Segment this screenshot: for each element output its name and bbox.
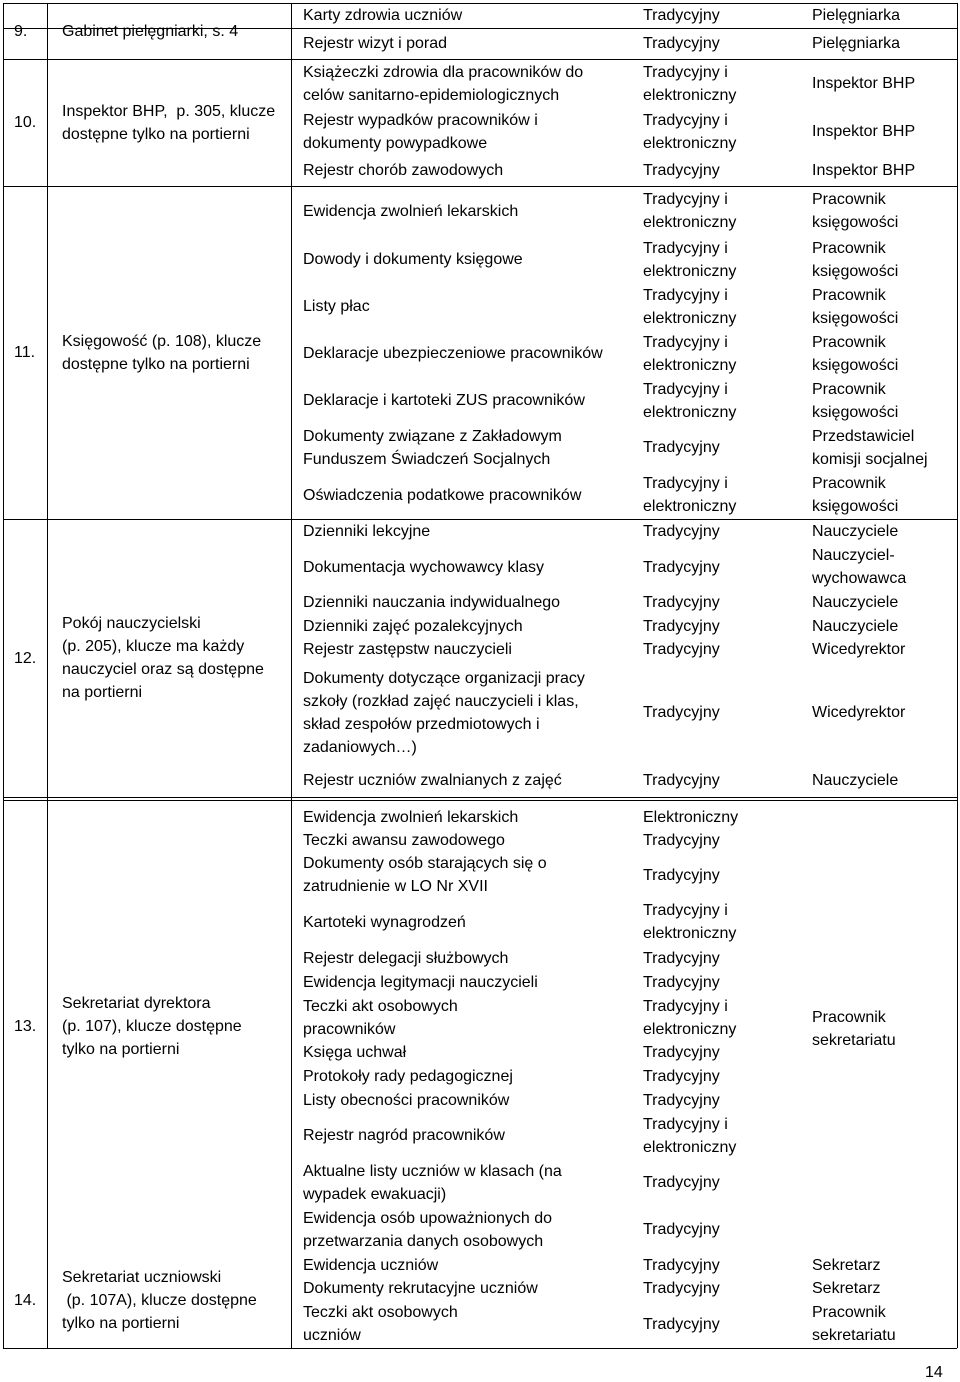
record-person-line: Nauczyciele — [812, 594, 899, 611]
record-person — [812, 1254, 880, 1277]
record-name-line: zadaniowych…) — [303, 739, 417, 756]
record-form-line: Tradycyjny — [643, 950, 720, 967]
row-number-line: 10. — [14, 114, 37, 131]
record-name-line: Dowody i dokumenty księgowe — [303, 251, 523, 268]
record-form-line: elektroniczny — [643, 87, 737, 104]
record-form-line: Tradycyjny — [643, 867, 720, 884]
record-name-line: Oświadczenia podatkowe pracowników — [303, 487, 582, 504]
record-name — [303, 109, 538, 155]
record-person — [812, 425, 928, 471]
record-form — [643, 472, 736, 518]
row-number-line: 13. — [14, 1018, 37, 1035]
record-name — [303, 248, 523, 271]
record-person-line: Wicedyrektor — [812, 641, 906, 658]
record-person — [812, 188, 898, 234]
record-name — [303, 615, 523, 638]
record-name-line: szkoły (rozkład zajęć nauczycieli i klas, — [303, 693, 579, 710]
record-person-line: Pracownik — [812, 475, 886, 492]
record-person-line: księgowości — [812, 214, 899, 231]
record-person-line: Pracownik — [812, 240, 886, 257]
record-person-line: Przedstawiciel — [812, 428, 915, 445]
table-horizontal-rule — [3, 59, 957, 60]
record-form — [643, 947, 720, 970]
record-person-line: Inspektor BHP — [812, 75, 916, 92]
record-form-line: Tradycyjny — [643, 523, 720, 540]
record-person-line: Pracownik — [812, 334, 886, 351]
record-form-line: elektroniczny — [643, 263, 737, 280]
record-form-line: Tradycyjny — [643, 641, 720, 658]
record-form — [643, 284, 736, 330]
table-horizontal-rule — [3, 797, 957, 798]
record-form-line: elektroniczny — [643, 310, 737, 327]
record-form-line: Tradycyjny i — [643, 902, 728, 919]
record-form-line: Tradycyjny i — [643, 240, 728, 257]
record-form-line: Tradycyjny — [643, 704, 720, 721]
record-form-line: Tradycyjny — [643, 832, 720, 849]
row-number-line: 12. — [14, 650, 37, 667]
record-person — [812, 701, 905, 724]
record-form — [643, 237, 736, 283]
location-cell-line: Sekretariat uczniowski — [62, 1269, 222, 1286]
record-name — [303, 971, 538, 994]
record-person — [812, 591, 898, 614]
table-vertical-rule — [291, 3, 292, 1348]
record-form — [643, 109, 736, 155]
record-form-line: Tradycyjny i — [643, 475, 728, 492]
table-vertical-rule — [47, 3, 48, 1348]
location-cell — [62, 1266, 257, 1335]
record-name — [303, 1089, 509, 1112]
table-vertical-rule — [957, 3, 958, 1348]
location-cell — [62, 992, 242, 1061]
record-name-line: dokumenty powypadkowe — [303, 135, 488, 152]
record-name — [303, 61, 583, 107]
record-name-line: Listy obecności pracowników — [303, 1092, 510, 1109]
record-person-line: Pracownik — [812, 381, 886, 398]
row-number-line: 9. — [14, 23, 28, 40]
record-form-line: Tradycyjny i — [643, 287, 728, 304]
record-name — [303, 4, 462, 27]
record-person — [812, 1277, 880, 1300]
record-person — [812, 120, 915, 143]
record-person-line: księgowości — [812, 357, 899, 374]
location-cell-line: tylko na portierni — [62, 1315, 180, 1332]
record-form-line: Tradycyjny i — [643, 381, 728, 398]
row-number — [14, 1015, 36, 1038]
record-form-line: Tradycyjny — [643, 1068, 720, 1085]
record-name-line: Aktualne listy uczniów w klasach (na — [303, 1163, 562, 1180]
record-name-line: Deklaracje ubezpieczeniowe pracowników — [303, 345, 603, 362]
record-name — [303, 667, 585, 759]
record-name — [303, 32, 447, 55]
record-name-line: celów sanitarno-epidemiologicznych — [303, 87, 560, 104]
location-cell-line: dostępne tylko na portierni — [62, 356, 250, 373]
record-form — [643, 1171, 720, 1194]
record-form — [643, 32, 720, 55]
record-person-line: wychowawca — [812, 570, 907, 587]
location-cell — [62, 330, 261, 376]
record-name — [303, 769, 562, 792]
record-form-line: Tradycyjny — [643, 162, 720, 179]
record-person-line: Nauczyciele — [812, 772, 899, 789]
table-horizontal-rule — [3, 1348, 957, 1349]
record-name-line: skład zespołów przedmiotowych i — [303, 716, 540, 733]
record-form — [643, 1041, 720, 1064]
record-name — [303, 911, 466, 934]
record-form — [643, 1065, 720, 1088]
record-name — [303, 1065, 513, 1088]
record-form-line: Tradycyjny — [643, 618, 720, 635]
record-form-line: Elektroniczny — [643, 809, 739, 826]
record-form-line: Tradycyjny i — [643, 112, 728, 129]
record-form — [643, 1313, 720, 1336]
record-form-line: elektroniczny — [643, 214, 737, 231]
record-form-line: Tradycyjny — [643, 1044, 720, 1061]
record-name — [303, 1301, 458, 1347]
record-name-line: Ewidencja legitymacji nauczycieli — [303, 974, 538, 991]
record-name — [303, 829, 505, 852]
location-cell-line: nauczyciel oraz są dostępne — [62, 661, 264, 678]
record-person-line: Sekretarz — [812, 1280, 881, 1297]
record-person-line: Pielęgniarka — [812, 35, 901, 52]
row-number-line: 14. — [14, 1292, 37, 1309]
record-name-line: uczniów — [303, 1327, 361, 1344]
record-form-line: Tradycyjny i — [643, 334, 728, 351]
record-name-line: Książeczki zdrowia dla pracowników do — [303, 64, 584, 81]
record-person — [812, 769, 898, 792]
record-name-line: Karty zdrowia uczniów — [303, 7, 463, 24]
record-form — [643, 378, 736, 424]
record-form — [643, 864, 720, 887]
row-number — [14, 647, 36, 670]
record-form-line: Tradycyjny — [643, 974, 720, 991]
record-person-line: Nauczyciele — [812, 523, 899, 540]
record-person — [812, 638, 905, 661]
record-name-line: Protokoły rady pedagogicznej — [303, 1068, 513, 1085]
record-name-line: Rejestr delegacji służbowych — [303, 950, 509, 967]
record-person — [812, 378, 898, 424]
row-number-line: 11. — [14, 344, 36, 361]
record-person-shared — [812, 1006, 896, 1052]
record-name-line: Dokumentacja wychowawcy klasy — [303, 559, 544, 576]
location-cell-line: Księgowość (p. 108), klucze — [62, 333, 262, 350]
record-form-line: elektroniczny — [643, 1021, 737, 1038]
record-person-line: Pracownik — [812, 287, 886, 304]
record-person — [812, 4, 900, 27]
location-cell-line: Inspektor BHP, p. 305, klucze — [62, 103, 276, 120]
record-name — [303, 295, 370, 318]
row-number — [14, 341, 35, 364]
record-person-line: Pracownik — [812, 191, 886, 208]
record-form — [643, 769, 720, 792]
record-form — [643, 1089, 720, 1112]
record-person — [812, 32, 900, 55]
location-cell-line: tylko na portierni — [62, 1041, 180, 1058]
record-name — [303, 200, 518, 223]
record-name-line: pracowników — [303, 1021, 396, 1038]
record-name — [303, 484, 581, 507]
record-name — [303, 995, 458, 1041]
record-form-line: Tradycyjny — [643, 439, 720, 456]
record-person — [812, 72, 915, 95]
table-horizontal-rule — [3, 800, 957, 801]
record-form-line: elektroniczny — [643, 135, 737, 152]
record-form — [643, 591, 720, 614]
record-form — [643, 436, 720, 459]
record-person — [812, 1301, 896, 1347]
record-name-line: Ewidencja uczniów — [303, 1257, 439, 1274]
record-form — [643, 331, 736, 377]
record-name — [303, 638, 512, 661]
record-form — [643, 188, 736, 234]
location-cell-line: (p. 107A), klucze dostępne — [62, 1292, 257, 1309]
table-horizontal-rule — [3, 186, 957, 187]
location-cell-line: (p. 205), klucze ma każdy — [62, 638, 245, 655]
record-name — [303, 159, 503, 182]
record-name-line: Rejestr chorób zawodowych — [303, 162, 504, 179]
record-name — [303, 1160, 562, 1206]
record-form-line: Tradycyjny — [643, 594, 720, 611]
record-name — [303, 1041, 406, 1064]
record-name — [303, 806, 518, 829]
record-person — [812, 615, 898, 638]
record-form — [643, 615, 720, 638]
record-name-line: wypadek ewakuacji) — [303, 1186, 447, 1203]
record-name-line: Ewidencja osób upoważnionych do — [303, 1210, 553, 1227]
row-number — [14, 1289, 36, 1312]
record-person — [812, 237, 898, 283]
location-cell-line: (p. 107), klucze dostępne — [62, 1018, 242, 1035]
row-number — [14, 20, 27, 43]
record-form-line: Tradycyjny i — [643, 191, 728, 208]
record-name — [303, 1277, 538, 1300]
record-person-line: Nauczyciele — [812, 618, 899, 635]
record-person-line: księgowości — [812, 498, 899, 515]
record-person-line: Pielęgniarka — [812, 7, 901, 24]
record-form — [643, 159, 720, 182]
record-form-line: elektroniczny — [643, 404, 737, 421]
record-person-line: księgowości — [812, 263, 899, 280]
record-name — [303, 389, 585, 412]
record-person — [812, 520, 898, 543]
record-form — [643, 4, 720, 27]
record-name-line: Deklaracje i kartoteki ZUS pracowników — [303, 392, 585, 409]
record-person-line: komisji socjalnej — [812, 451, 928, 468]
location-cell — [62, 20, 238, 43]
record-form — [643, 1277, 720, 1300]
record-form-line: Tradycyjny i — [643, 1116, 728, 1133]
record-person-line: Pracownik — [812, 1304, 886, 1321]
table-vertical-rule — [3, 3, 4, 1348]
record-name — [303, 425, 562, 471]
record-person — [812, 472, 898, 518]
record-form-line: Tradycyjny — [643, 1221, 720, 1238]
record-form — [643, 701, 720, 724]
record-form-line: Tradycyjny i — [643, 998, 728, 1015]
record-name — [303, 591, 560, 614]
record-name-line: Dokumenty osób starających się o — [303, 855, 547, 872]
record-name-line: zatrudnienie w LO Nr XVII — [303, 878, 488, 895]
record-name-line: Księga uchwał — [303, 1044, 407, 1061]
record-form-line: Tradycyjny — [643, 559, 720, 576]
record-name-line: przetwarzania danych osobowych — [303, 1233, 544, 1250]
record-form — [643, 638, 720, 661]
record-name-line: Dzienniki nauczania indywidualnego — [303, 594, 561, 611]
record-name — [303, 1254, 438, 1277]
record-name — [303, 1207, 552, 1253]
record-form — [643, 61, 736, 107]
record-person — [812, 284, 898, 330]
record-form-line: Tradycyjny — [643, 35, 720, 52]
record-name — [303, 342, 603, 365]
record-form — [643, 899, 736, 945]
record-name-line: Rejestr wypadków pracowników i — [303, 112, 538, 129]
record-form — [643, 806, 738, 829]
record-name-line: Teczki akt osobowych — [303, 998, 458, 1015]
record-name-line: Rejestr uczniów zwalnianych z zajęć — [303, 772, 562, 789]
location-cell-line: Sekretariat dyrektora — [62, 995, 211, 1012]
record-name-line: Teczki akt osobowych — [303, 1304, 458, 1321]
record-person-line: księgowości — [812, 404, 899, 421]
record-name-line: Kartoteki wynagrodzeń — [303, 914, 466, 931]
location-cell-line: Pokój nauczycielski — [62, 615, 201, 632]
record-form-line: Tradycyjny — [643, 772, 720, 789]
record-name — [303, 556, 544, 579]
page-number: 14 — [925, 1364, 943, 1381]
record-form — [643, 1218, 720, 1241]
record-form — [643, 995, 736, 1041]
record-name-line: Rejestr nagród pracowników — [303, 1127, 505, 1144]
record-name-line: Funduszem Świadczeń Socjalnych — [303, 451, 551, 468]
record-name-line: Listy płac — [303, 298, 370, 315]
record-form-line: Tradycyjny — [643, 1316, 720, 1333]
record-form-line: Tradycyjny i — [643, 64, 728, 81]
location-cell-line: dostępne tylko na portierni — [62, 126, 250, 143]
record-person-line: Wicedyrektor — [812, 704, 906, 721]
record-person-line: księgowości — [812, 310, 899, 327]
record-form-line: elektroniczny — [643, 357, 737, 374]
record-form — [643, 556, 720, 579]
record-form-line: Tradycyjny — [643, 1092, 720, 1109]
record-name — [303, 520, 430, 543]
record-name-line: Dzienniki lekcyjne — [303, 523, 431, 540]
record-form — [643, 829, 720, 852]
record-person-shared-line: sekretariatu — [812, 1032, 896, 1049]
row-number — [14, 111, 36, 134]
record-person-shared-line: Pracownik — [812, 1009, 886, 1026]
record-form-line: elektroniczny — [643, 1139, 737, 1156]
record-person — [812, 159, 915, 182]
record-form — [643, 1113, 736, 1159]
record-name-line: Rejestr wizyt i porad — [303, 35, 448, 52]
record-name-line: Rejestr zastępstw nauczycieli — [303, 641, 512, 658]
record-form — [643, 520, 720, 543]
record-form-line: elektroniczny — [643, 498, 737, 515]
record-person — [812, 544, 906, 590]
record-form-line: Tradycyjny — [643, 1257, 720, 1274]
record-name-line: Dzienniki zajęć pozalekcyjnych — [303, 618, 523, 635]
record-name — [303, 852, 547, 898]
record-form-line: Tradycyjny — [643, 7, 720, 24]
record-person-line: Sekretarz — [812, 1257, 881, 1274]
record-person-line: Inspektor BHP — [812, 123, 916, 140]
record-name-line: Ewidencja zwolnień lekarskich — [303, 203, 519, 220]
record-name-line: Dokumenty związane z Zakładowym — [303, 428, 562, 445]
location-cell-line: na portierni — [62, 684, 143, 701]
record-name-line: Dokumenty rekrutacyjne uczniów — [303, 1280, 538, 1297]
record-form-line: elektroniczny — [643, 925, 737, 942]
record-name-line: Dokumenty dotyczące organizacji pracy — [303, 670, 585, 687]
record-form — [643, 1254, 720, 1277]
location-cell — [62, 612, 264, 704]
record-person-line: Inspektor BHP — [812, 162, 916, 179]
record-form — [643, 971, 720, 994]
record-person-line: Nauczyciel- — [812, 547, 895, 564]
record-name — [303, 947, 508, 970]
record-name — [303, 1124, 505, 1147]
record-form-line: Tradycyjny — [643, 1174, 720, 1191]
record-name-line: Teczki awansu zawodowego — [303, 832, 505, 849]
record-person-line: sekretariatu — [812, 1327, 896, 1344]
record-person — [812, 331, 898, 377]
location-cell-line: Gabinet pielęgniarki, s. 4 — [62, 23, 239, 40]
record-name-line: Ewidencja zwolnień lekarskich — [303, 809, 519, 826]
location-cell — [62, 100, 275, 146]
record-form-line: Tradycyjny — [643, 1280, 720, 1297]
